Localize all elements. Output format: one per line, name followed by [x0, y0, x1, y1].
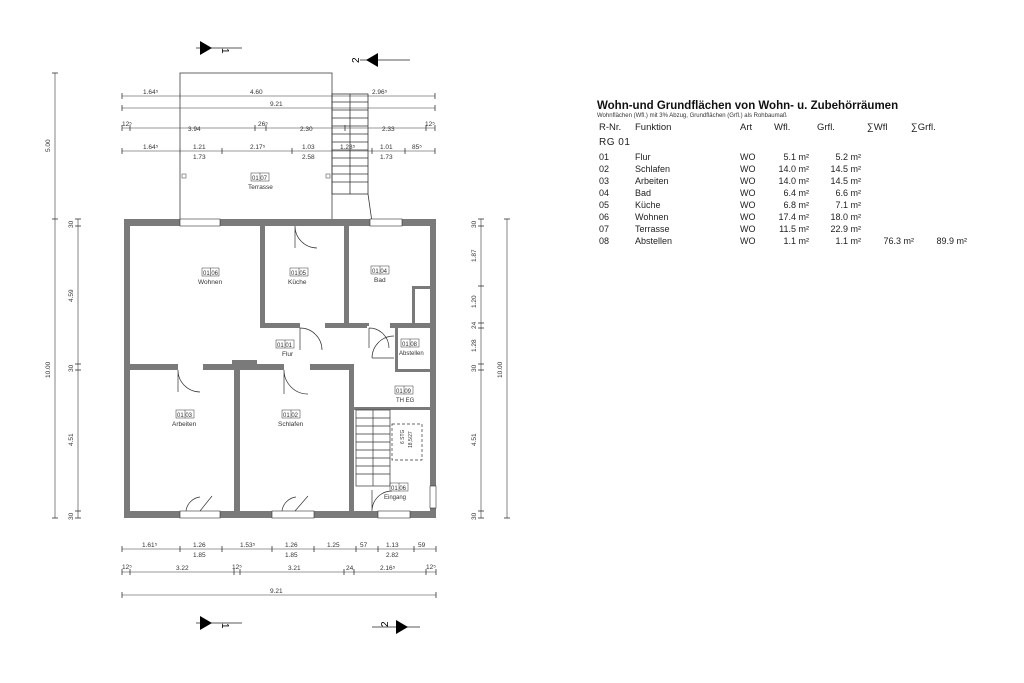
section-marker-bottom-2 [372, 620, 420, 634]
svg-text:1.85: 1.85 [285, 552, 298, 559]
svg-text:30: 30 [471, 220, 478, 228]
cell-nr: 07 [599, 224, 610, 234]
cell-funktion: Wohnen [635, 212, 669, 222]
svg-text:Terrasse: Terrasse [248, 184, 273, 191]
svg-text:1.85: 1.85 [193, 552, 206, 559]
table-row [597, 212, 997, 224]
svg-text:1.73: 1.73 [193, 154, 206, 161]
svg-text:30: 30 [471, 364, 478, 372]
svg-text:1.21: 1.21 [193, 144, 206, 151]
header-sum-grfl: ∑Grfl. [911, 122, 936, 133]
svg-text:01 06: 01 06 [391, 486, 407, 492]
room-label-wohnen [198, 268, 222, 286]
svg-text:1.53⁵: 1.53⁵ [240, 542, 256, 549]
svg-text:01 02: 01 02 [283, 413, 299, 419]
cell-art: WO [740, 164, 756, 174]
area-table [597, 100, 997, 248]
svg-text:2.16⁵: 2.16⁵ [380, 565, 396, 572]
svg-text:2: 2 [380, 621, 391, 627]
header-nr: R-Nr. [599, 122, 622, 133]
cell-grfl: 5.2 m² [835, 152, 861, 162]
cell-wfl: 11.5 m² [779, 224, 809, 234]
dimension-chain-bottom [122, 542, 436, 598]
room-label-flur [276, 340, 294, 358]
svg-text:2: 2 [351, 57, 362, 63]
cell-art: WO [740, 188, 756, 198]
svg-text:12⁵: 12⁵ [232, 564, 242, 571]
cell-funktion: Küche [635, 200, 661, 210]
svg-text:Abstellen: Abstellen [399, 351, 424, 357]
cell-art: WO [740, 224, 756, 234]
section-marker-top-2 [351, 53, 410, 67]
dimension-chain-left [45, 73, 81, 520]
cell-funktion: Arbeiten [635, 176, 669, 186]
cell-nr: 02 [599, 164, 610, 174]
svg-text:12⁵: 12⁵ [425, 121, 435, 128]
svg-text:1.03: 1.03 [302, 144, 315, 151]
svg-text:Wohnen: Wohnen [198, 279, 223, 286]
table-row [597, 224, 997, 236]
room-label-th-eg [395, 386, 415, 404]
cell-wfl: 6.4 m² [783, 188, 809, 198]
svg-text:24: 24 [346, 565, 354, 572]
cell-wfl: 1.1 m² [783, 236, 809, 246]
table-row [597, 200, 997, 212]
svg-text:01 07: 01 07 [252, 176, 268, 182]
svg-text:10.00: 10.00 [45, 361, 52, 378]
svg-text:5.00: 5.00 [45, 139, 52, 152]
svg-text:01 09: 01 09 [396, 389, 412, 395]
table-row [597, 188, 997, 200]
svg-text:01 06: 01 06 [203, 271, 219, 277]
cell-nr: 06 [599, 212, 610, 222]
svg-text:Schlafen: Schlafen [278, 421, 304, 428]
cell-grfl: 14.5 m² [830, 176, 861, 186]
svg-text:1: 1 [219, 48, 230, 54]
table-row [597, 152, 997, 164]
cell-wfl: 17.4 m² [778, 212, 809, 222]
svg-text:4.51: 4.51 [471, 433, 478, 446]
svg-text:10.00: 10.00 [497, 361, 504, 378]
svg-text:Eingang: Eingang [384, 495, 407, 501]
svg-text:30: 30 [68, 364, 75, 372]
svg-text:3.94: 3.94 [188, 126, 201, 133]
svg-text:3.21: 3.21 [288, 565, 301, 572]
svg-text:1.26: 1.26 [285, 542, 298, 549]
header-grfl: Grfl. [817, 122, 835, 133]
svg-text:12⁵: 12⁵ [122, 564, 132, 571]
cell-nr: 04 [599, 188, 610, 198]
svg-text:Arbeiten: Arbeiten [172, 421, 197, 428]
svg-text:01 01: 01 01 [277, 343, 293, 349]
svg-text:1.64⁵: 1.64⁵ [143, 89, 159, 96]
svg-text:9.21: 9.21 [270, 101, 283, 108]
svg-text:2.30: 2.30 [300, 126, 313, 133]
header-funktion: Funktion [635, 122, 672, 133]
table-header [597, 122, 997, 136]
table-subtitle: Wohnflächen (Wfl.) mit 3% Abzug, Grundflächen (Grfl.) als Rohbaumaß [597, 113, 787, 119]
room-label-schlafen [278, 410, 304, 428]
cell-grfl: 6.6 m² [835, 188, 861, 198]
cell-nr: 03 [599, 176, 610, 186]
table-row [597, 164, 997, 176]
svg-text:1.28: 1.28 [471, 339, 478, 352]
svg-text:01 03: 01 03 [177, 413, 193, 419]
svg-text:12⁵: 12⁵ [122, 121, 132, 128]
cell-funktion: Abstellen [635, 236, 673, 246]
table-group-label: RG 01 [599, 137, 631, 148]
cell-funktion: Terrasse [635, 224, 670, 234]
cell-art: WO [740, 200, 756, 210]
svg-text:6 STG: 6 STG [400, 429, 406, 444]
room-label-terrasse [248, 173, 273, 191]
svg-text:1.87: 1.87 [471, 249, 478, 262]
svg-text:30: 30 [68, 220, 75, 228]
svg-text:4.59: 4.59 [68, 289, 75, 302]
room-label-arbeiten [172, 410, 197, 428]
svg-text:Küche: Küche [288, 279, 307, 286]
cell-funktion: Schlafen [635, 164, 671, 174]
dimension-chain-right [471, 219, 510, 520]
svg-text:01 08: 01 08 [402, 342, 418, 348]
svg-text:TH EG: TH EG [396, 398, 415, 404]
svg-text:1.01: 1.01 [380, 144, 393, 151]
cell-nr: 05 [599, 200, 610, 210]
svg-text:24: 24 [471, 321, 478, 329]
cell-art: WO [740, 236, 756, 246]
svg-text:30: 30 [68, 512, 75, 520]
cell-funktion: Flur [635, 152, 651, 162]
svg-text:30: 30 [471, 512, 478, 520]
svg-text:1.61⁵: 1.61⁵ [142, 542, 158, 549]
svg-text:1.13: 1.13 [386, 542, 399, 549]
svg-text:4.60: 4.60 [250, 89, 263, 96]
svg-text:1.20: 1.20 [471, 295, 478, 308]
svg-text:1: 1 [219, 623, 230, 629]
svg-text:1.26: 1.26 [193, 542, 206, 549]
room-label-abstellen [399, 339, 424, 357]
room-label-kueche [288, 268, 308, 286]
table-title: Wohn-und Grundflächen von Wohn- u. Zubehörräumen [597, 100, 899, 112]
svg-text:01 04: 01 04 [372, 269, 388, 275]
cell-wfl: 14.0 m² [778, 164, 809, 174]
svg-text:1.28⁵: 1.28⁵ [340, 144, 356, 151]
cell-grfl: 1.1 m² [835, 236, 861, 246]
svg-text:3.22: 3.22 [176, 565, 189, 572]
cell-sum-wfl: 76.3 m² [883, 236, 914, 246]
svg-text:85⁵: 85⁵ [412, 144, 422, 151]
cell-nr: 08 [599, 236, 610, 246]
section-marker-bottom-1 [196, 616, 242, 630]
walls [124, 219, 436, 518]
interior-stair [356, 410, 422, 486]
room-label-bad [371, 266, 389, 284]
header-art: Art [740, 122, 753, 133]
cell-grfl: 22.9 m² [830, 224, 861, 234]
cell-sum-grfl: 89.9 m² [936, 236, 967, 246]
svg-text:26⁵: 26⁵ [258, 121, 268, 128]
cell-wfl: 14.0 m² [778, 176, 809, 186]
svg-text:2.33: 2.33 [382, 126, 395, 133]
cell-art: WO [740, 212, 756, 222]
cell-grfl: 18.0 m² [830, 212, 861, 222]
table-row [597, 176, 997, 188]
header-wfl: Wfl. [774, 122, 791, 133]
cell-wfl: 5.1 m² [783, 152, 809, 162]
svg-text:9.21: 9.21 [270, 588, 283, 595]
cell-nr: 01 [599, 152, 610, 162]
header-sum-wfl: ∑Wfl [867, 122, 888, 133]
svg-text:59: 59 [418, 542, 426, 549]
svg-text:12⁵: 12⁵ [426, 564, 436, 571]
cell-grfl: 14.5 m² [830, 164, 861, 174]
cell-funktion: Bad [635, 188, 652, 198]
svg-text:1.25: 1.25 [327, 542, 340, 549]
svg-text:2.58: 2.58 [302, 154, 315, 161]
svg-text:Bad: Bad [374, 277, 386, 284]
svg-text:57: 57 [360, 542, 368, 549]
svg-text:2.82: 2.82 [386, 552, 399, 559]
outdoor-stair [332, 94, 372, 222]
dimension-chain-top [122, 89, 435, 161]
cell-art: WO [740, 152, 756, 162]
svg-text:18,5/27: 18,5/27 [408, 431, 414, 448]
svg-text:2.17⁵: 2.17⁵ [250, 144, 266, 151]
svg-text:1.73: 1.73 [380, 154, 393, 161]
svg-text:2.96⁵: 2.96⁵ [372, 89, 388, 96]
cell-grfl: 7.1 m² [835, 200, 861, 210]
section-marker-top-1 [196, 41, 242, 55]
svg-text:1.64⁵: 1.64⁵ [143, 144, 159, 151]
cell-art: WO [740, 176, 756, 186]
svg-text:Flur: Flur [282, 351, 294, 358]
svg-text:01 05: 01 05 [291, 271, 307, 277]
svg-text:4.51: 4.51 [68, 433, 75, 446]
cell-wfl: 6.8 m² [783, 200, 809, 210]
table-row [597, 236, 997, 248]
